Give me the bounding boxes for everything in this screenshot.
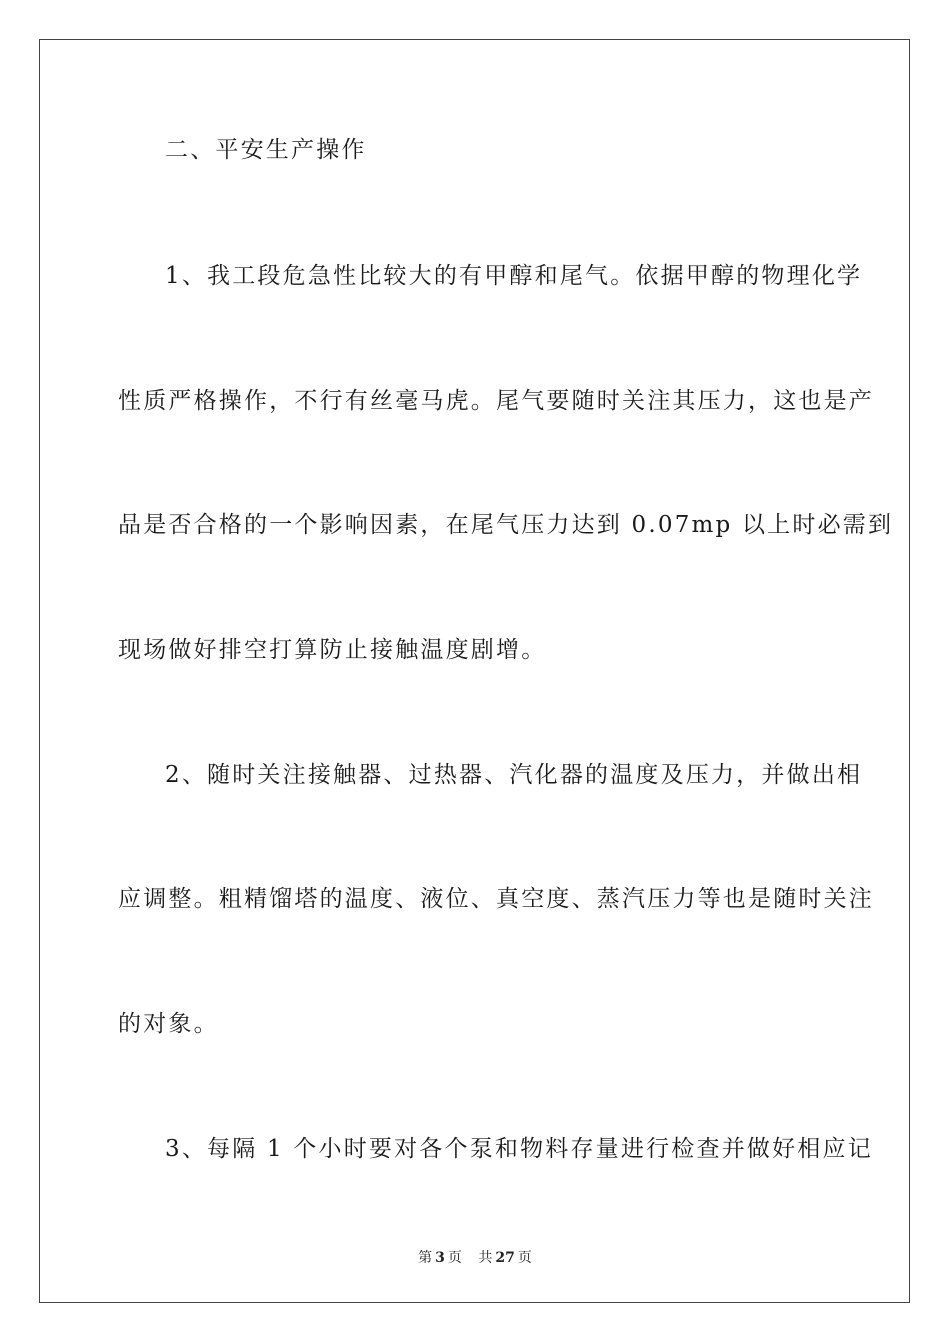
paragraph-2-line-3: 的对象。 xyxy=(118,1011,219,1037)
page-prefix: 第 xyxy=(418,1250,433,1266)
total-indicator xyxy=(475,1250,534,1266)
paragraph-2-line-1: 2、随时关注接触器、过热器、汽化器的温度及压力，并做出相 xyxy=(165,762,863,788)
total-suffix: 页 xyxy=(517,1250,532,1266)
page-indicator xyxy=(415,1250,465,1266)
paragraph-1-line-1: 1、我工段危急性比较大的有甲醇和尾气。依据甲醇的物理化学 xyxy=(165,263,863,289)
section-heading: 二、平安生产操作 xyxy=(165,137,367,163)
total-prefix: 共 xyxy=(478,1250,493,1266)
paragraph-1-line-2: 性质严格操作，不行有丝毫马虎。尾气要随时关注其压力，这也是产 xyxy=(118,388,874,414)
page-border xyxy=(39,39,910,1303)
paragraph-1-line-3: 品是否合格的一个影响因素，在尾气压力达到 0.07mp 以上时必需到 xyxy=(118,512,894,538)
page-footer xyxy=(0,1247,950,1267)
paragraph-2-line-2: 应调整。粗精馏塔的温度、液位、真空度、蒸汽压力等也是随时关注 xyxy=(118,886,874,912)
page-number: 3 xyxy=(435,1250,445,1266)
paragraph-3-line-1: 3、每隔 1 个小时要对各个泵和物料存量进行检查并做好相应记 xyxy=(165,1136,873,1162)
page-suffix: 页 xyxy=(447,1250,462,1266)
paragraph-1-line-4: 现场做好排空打算防止接触温度剧增。 xyxy=(118,637,547,663)
total-pages: 27 xyxy=(495,1250,515,1266)
